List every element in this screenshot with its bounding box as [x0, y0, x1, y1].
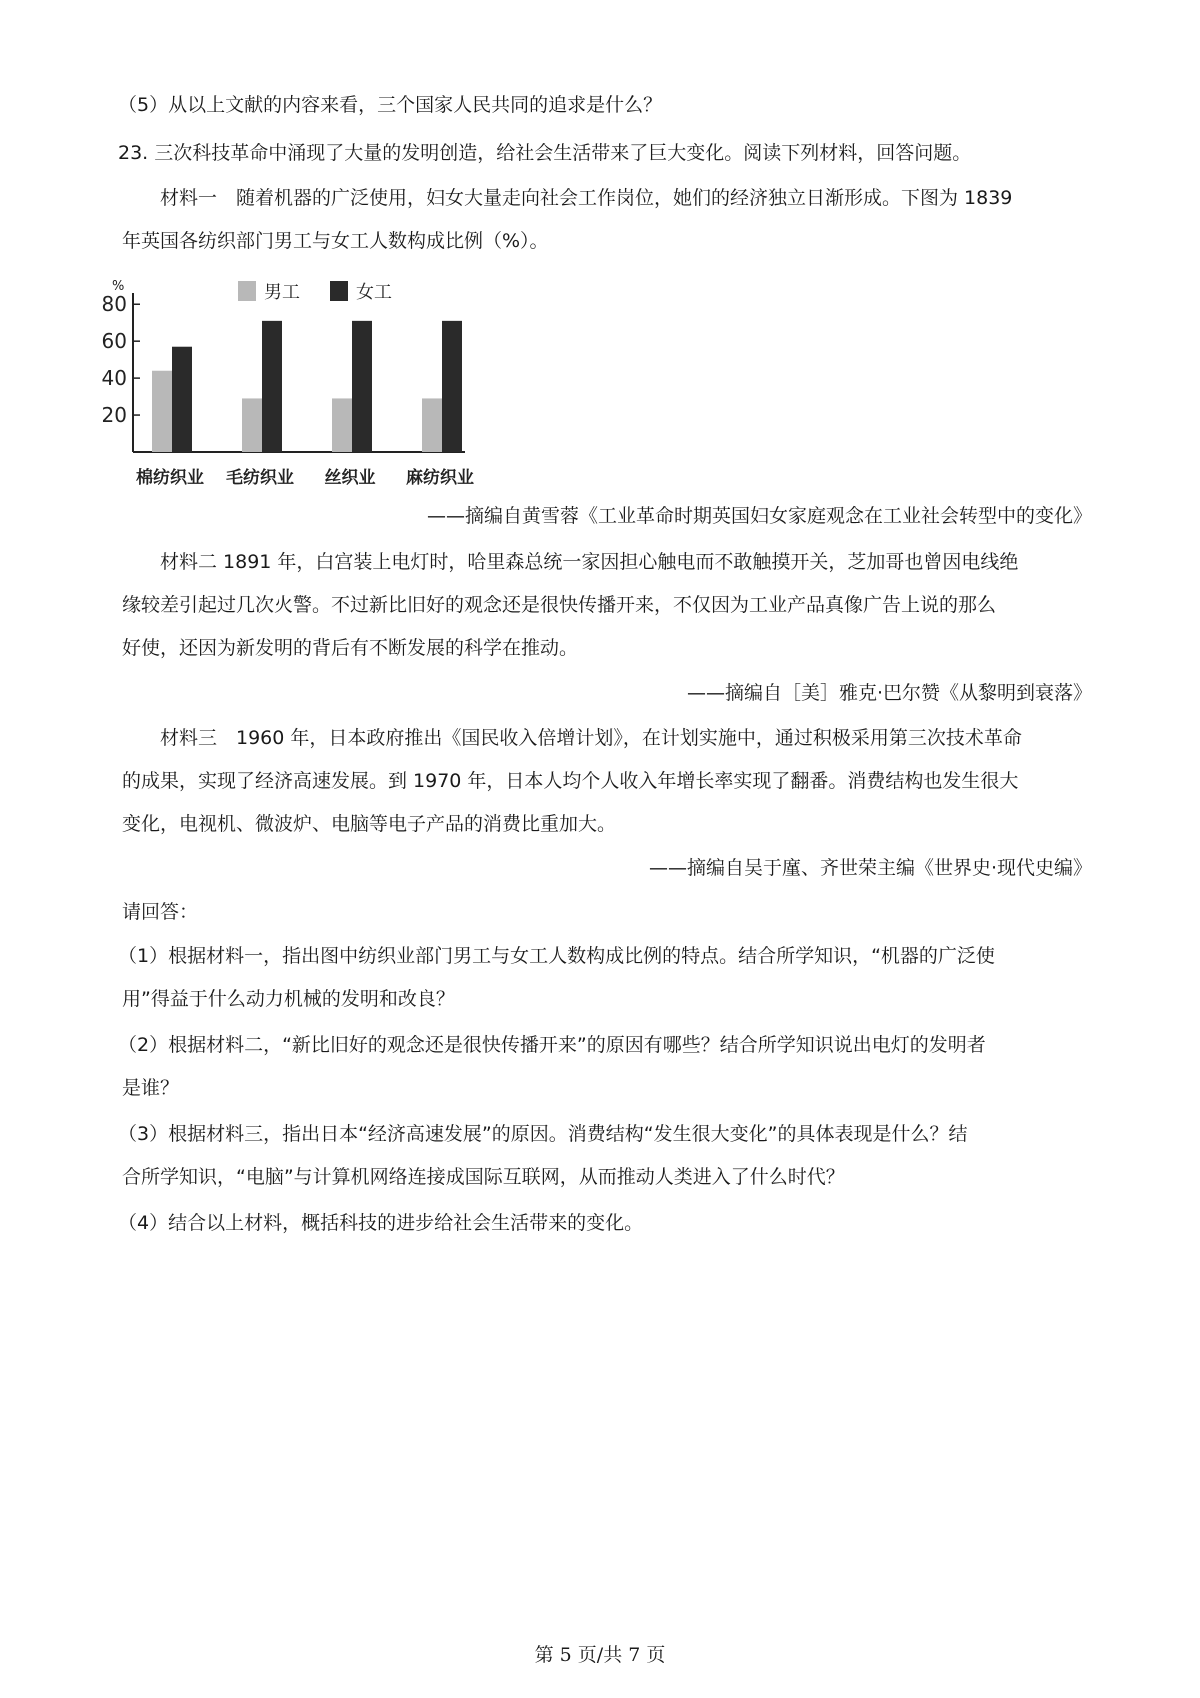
bar-female-3: [442, 321, 462, 452]
y-tick-label-20: 20: [101, 403, 127, 428]
question-5: （5）从以上文献的内容来看，三个国家人民共同的追求是什么？: [118, 94, 663, 116]
bar-male-1: [242, 398, 262, 452]
material-2-line-1: 材料二 1891 年，白宫装上电灯时，哈里森总统一家因担心触电而不敢触摸开关，芝加哥也曾因电线绝: [160, 551, 1019, 573]
sub-question-4: （4）结合以上材料，概括科技的进步给社会生活带来的变化。: [118, 1212, 644, 1234]
sub-question-2-line-2: 是谁？: [122, 1077, 180, 1099]
sub-question-1-line-1: （1）根据材料一，指出图中纺织业部门男工与女工人数构成比例的特点。结合所学知识，“机器的广泛使: [118, 945, 995, 967]
bar-male-0: [152, 371, 172, 452]
material-3-line-1: 材料三 1960 年，日本政府推出《国民收入倍增计划》，在计划实施中，通过积极采用第三次技术革命: [160, 727, 1022, 749]
x-category-label-1: 毛纺织业: [226, 468, 294, 488]
sub-question-1-line-2: 用”得益于什么动力机械的发明和改良？: [122, 988, 455, 1010]
y-tick-label-60: 60: [101, 329, 127, 354]
y-tick-label-80: 80: [101, 292, 127, 317]
question-23-stem: 23. 三次科技革命中涌现了大量的发明创造，给社会生活带来了巨大变化。阅读下列材料，回答问题。: [118, 142, 972, 164]
material-3-line-2: 的成果，实现了经济高速发展。到 1970 年，日本人均个人收入年增长率实现了翻番。消费结构也发生很大: [122, 770, 1019, 792]
bar-female-0: [172, 347, 192, 452]
sub-question-3-line-2: 合所学知识，“电脑”与计算机网络连接成国际互联网，从而推动人类进入了什么时代？: [122, 1166, 845, 1188]
page-number: 第 5 页/共 7 页: [534, 1644, 666, 1666]
answer-prompt: 请回答：: [122, 901, 199, 923]
material-1-line-2: 年英国各纺织部门男工与女工人数构成比例（%）。: [122, 230, 549, 252]
textile-workers-bar-chart: [101, 279, 510, 525]
material-2-source: ——摘编自［美］雅克·巴尔赞《从黎明到衰落》: [686, 682, 1092, 704]
material-2-line-2: 缘较差引起过几次火警。不过新比旧好的观念还是很快传播开来，不仅因为工业产品真像广告上说的那么: [122, 594, 997, 616]
y-axis-label: %: [112, 279, 125, 294]
legend-swatch-female: [330, 281, 348, 301]
material-1-line-1: 材料一 随着机器的广泛使用，妇女大量走向社会工作岗位，她们的经济独立日渐形成。下图为 1839: [160, 187, 1013, 209]
material-3-line-3: 变化，电视机、微波炉、电脑等电子产品的消费比重加大。: [122, 813, 617, 835]
material-3-source: ——摘编自吴于廑、齐世荣主编《世界史·现代史编》: [648, 857, 1092, 879]
legend-label-male: 男工: [264, 282, 300, 303]
x-category-label-0: 棉纺织业: [136, 468, 204, 488]
bar-female-2: [352, 321, 372, 452]
sub-question-2-line-1: （2）根据材料二，“新比旧好的观念还是很快传播开来”的原因有哪些？结合所学知识说出电灯的发明者: [118, 1034, 986, 1056]
material-2-line-3: 好使，还因为新发明的背后有不断发展的科学在推动。: [122, 637, 579, 659]
material-1-source: ——摘编自黄雪蓉《工业革命时期英国妇女家庭观念在工业社会转型中的变化》: [426, 505, 1092, 527]
legend-swatch-male: [238, 281, 256, 301]
x-category-label-3: 麻纺织业: [406, 468, 474, 488]
x-category-label-2: 丝织业: [324, 468, 376, 488]
bar-male-3: [422, 398, 442, 452]
bar-male-2: [332, 398, 352, 452]
legend-label-female: 女工: [356, 282, 392, 303]
sub-question-3-line-1: （3）根据材料三，指出日本“经济高速发展”的原因。消费结构“发生很大变化”的具体表现是什么？结: [118, 1123, 968, 1145]
bar-female-1: [262, 321, 282, 452]
y-tick-label-40: 40: [101, 366, 127, 391]
